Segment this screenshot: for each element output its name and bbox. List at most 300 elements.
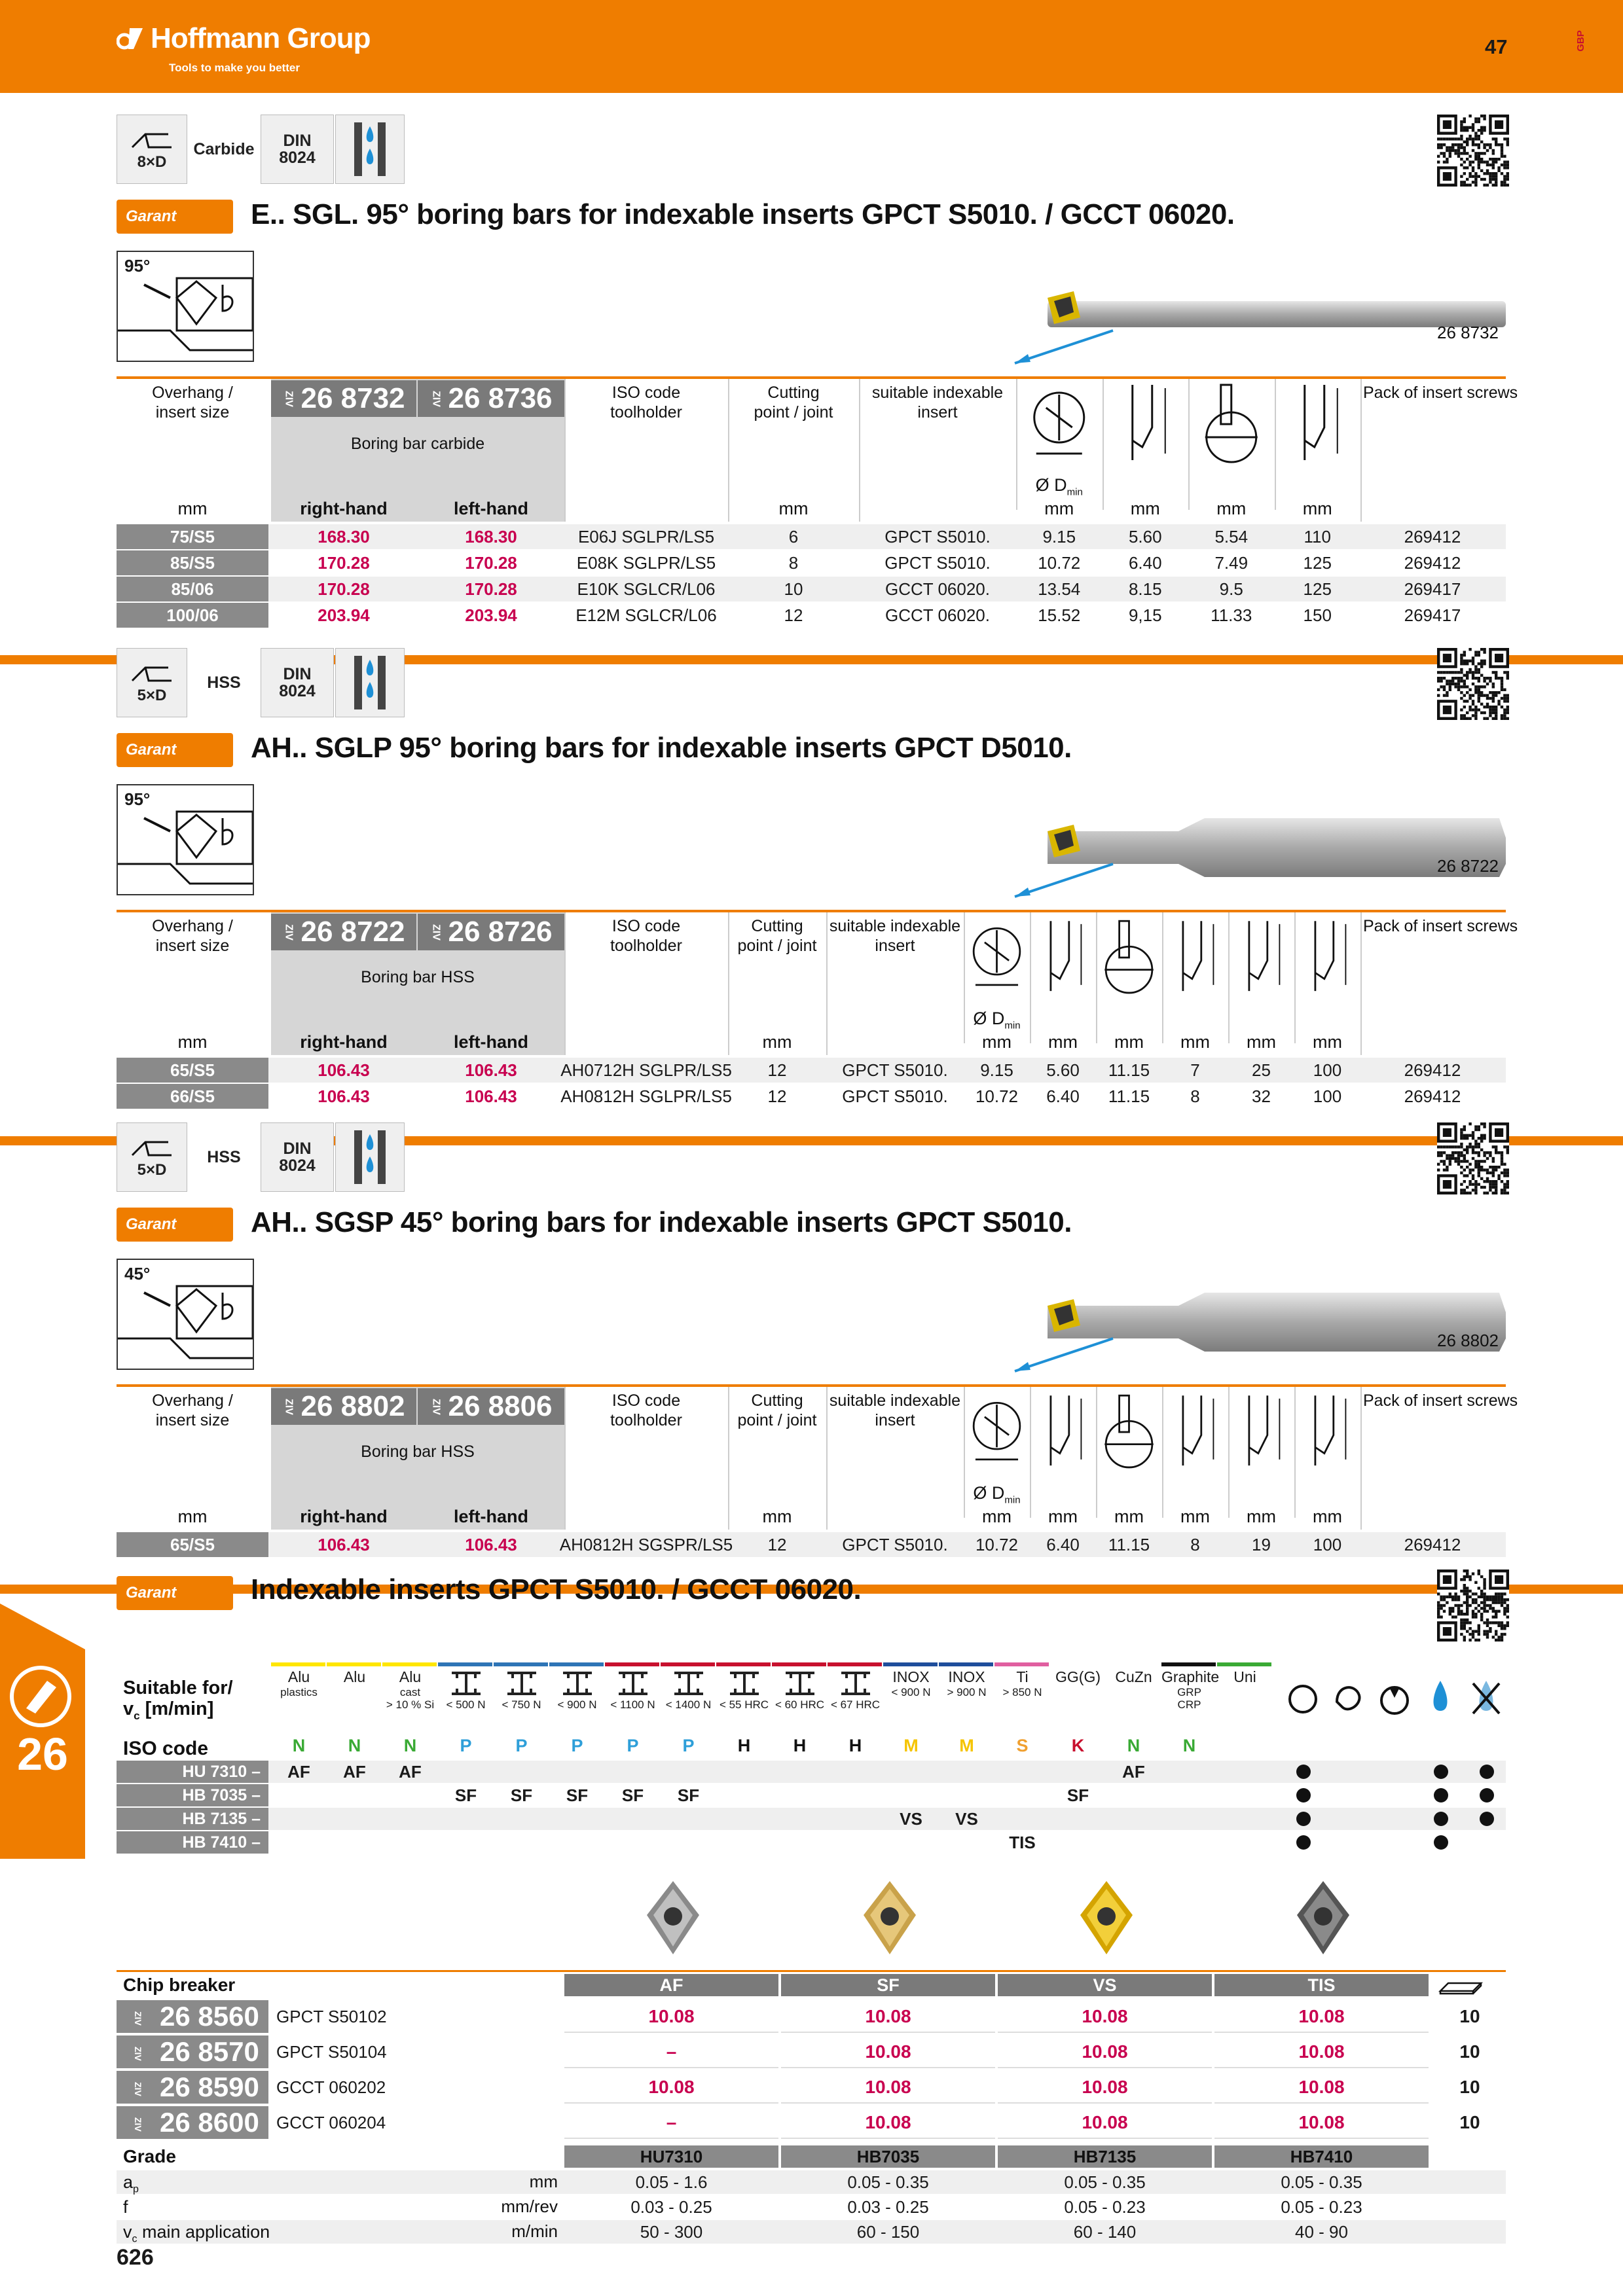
column-divider bbox=[826, 912, 828, 1055]
dimension-cell: 10.72 bbox=[1038, 552, 1081, 573]
cutting-point-cell: 12 bbox=[767, 1534, 787, 1554]
inserts-title: Indexable inserts GPCT S5010. / GCCT 06020. bbox=[251, 1573, 862, 1605]
right-hand-label: right-hand bbox=[300, 1507, 388, 1526]
art-prefix: ZIV bbox=[430, 390, 442, 407]
chip-breaker-label: Chip breaker bbox=[123, 1975, 236, 1995]
iso-group: H bbox=[737, 1736, 751, 1755]
insert-price-cell: 10.08 bbox=[998, 2106, 1212, 2139]
section-title: AH.. SGLP 95° boring bars for indexable inserts GPCT D5010. bbox=[251, 732, 1072, 764]
material-name: Alu bbox=[287, 1668, 310, 1685]
table-row[interactable] bbox=[117, 1084, 1506, 1109]
dimension-cell: 9.15 bbox=[1042, 526, 1076, 547]
application-dot-icon bbox=[1434, 1765, 1448, 1779]
col-screws-header: Pack of insert screws bbox=[1363, 384, 1518, 402]
iso-group: N bbox=[1127, 1736, 1140, 1755]
material-sub: < 900 N bbox=[557, 1698, 597, 1711]
application-dot-icon bbox=[1296, 1788, 1311, 1803]
qr-code-icon[interactable] bbox=[1437, 115, 1509, 187]
grade-row[interactable] bbox=[117, 1808, 1506, 1830]
tagline: Tools to make you better bbox=[169, 62, 300, 74]
cutting-point-cell: 6 bbox=[788, 526, 799, 547]
price-left-cell: 106.43 bbox=[465, 1060, 517, 1080]
material-color-bar bbox=[1106, 1662, 1160, 1666]
article-number: 26 8806 bbox=[448, 1390, 553, 1422]
iso-group: M bbox=[903, 1736, 919, 1755]
unit-mm: mm bbox=[1247, 1507, 1276, 1526]
unit-mm: mm bbox=[177, 499, 208, 518]
application-dot-icon bbox=[1296, 1812, 1311, 1826]
spec-value: 0.05 - 0.23 bbox=[1281, 2197, 1362, 2217]
dmin-label: Ø $D_{min}$ bbox=[1035, 475, 1083, 498]
material-name: Ti bbox=[1016, 1668, 1029, 1685]
spec-unit: mm bbox=[529, 2172, 558, 2191]
dimension-cell: 5.60 bbox=[1128, 526, 1162, 547]
ratio-label: 8×D bbox=[137, 153, 167, 171]
column-divider bbox=[564, 379, 566, 522]
iso-group: P bbox=[627, 1736, 639, 1755]
unit-mm: mm bbox=[1180, 1032, 1210, 1052]
column-divider bbox=[826, 1387, 828, 1530]
qr-code-icon[interactable] bbox=[1437, 648, 1509, 720]
dimension-cell: 6.40 bbox=[1128, 552, 1162, 573]
boring-bar-image bbox=[1008, 1280, 1512, 1378]
article-number: 26 8726 bbox=[448, 916, 553, 948]
grade-row[interactable] bbox=[117, 1831, 1506, 1854]
qr-code[interactable] bbox=[1437, 1122, 1509, 1194]
ratio-label: 5×D bbox=[137, 1161, 167, 1179]
price-right-cell: 168.30 bbox=[318, 526, 370, 547]
screw-pack-cell: 269412 bbox=[1404, 526, 1461, 547]
table-row[interactable] bbox=[117, 524, 1506, 549]
material-sub: plastics bbox=[280, 1686, 318, 1699]
material-column-header bbox=[1106, 1669, 1161, 1732]
table-row[interactable] bbox=[117, 603, 1506, 628]
iso-group: N bbox=[348, 1736, 361, 1755]
dimension-cell: 8.15 bbox=[1128, 579, 1162, 599]
spec-value: 60 - 150 bbox=[856, 2222, 920, 2242]
screw-pack-cell: 269412 bbox=[1404, 552, 1461, 573]
col-screws-header: Pack of insert screws bbox=[1363, 917, 1518, 935]
insert-price-cell: 10.08 bbox=[998, 2000, 1212, 2033]
price-right-cell: 170.28 bbox=[318, 579, 370, 599]
boring-bar-icon bbox=[129, 661, 175, 687]
unit-mm: mm bbox=[1114, 1032, 1144, 1052]
overhang-cell: 66/S5 bbox=[117, 1084, 268, 1109]
din-label: DIN 8024 bbox=[261, 648, 334, 717]
screw-pack-cell: 269417 bbox=[1404, 579, 1461, 599]
material-name: INOX bbox=[892, 1668, 930, 1685]
dimension-cell: 6.40 bbox=[1046, 1534, 1080, 1554]
table-row[interactable] bbox=[117, 550, 1506, 575]
dimension-sketch-icon bbox=[1019, 382, 1100, 467]
material-label: Carbide bbox=[187, 115, 261, 184]
material-column-header bbox=[605, 1669, 661, 1732]
dimension-sketch-icon bbox=[966, 915, 1027, 1000]
insert-price-cell: 10.08 bbox=[564, 2000, 778, 2033]
coolant-icon bbox=[335, 1122, 405, 1192]
dimension-cell: 5.54 bbox=[1214, 526, 1249, 547]
material-name: Alu bbox=[399, 1668, 422, 1685]
spec-value: 0.05 - 0.35 bbox=[1281, 2172, 1362, 2192]
insert-cell: GPCT S5010. bbox=[884, 526, 991, 547]
insert-code-cell: GCCT 060202 bbox=[276, 2077, 386, 2097]
chip-column-header: VS bbox=[998, 1974, 1212, 1996]
dimension-sketch-icon bbox=[966, 1390, 1027, 1475]
coolant-icon bbox=[335, 115, 405, 184]
din-label: DIN 8024 bbox=[261, 115, 334, 184]
cutting-point-cell: 12 bbox=[767, 1086, 787, 1106]
grade-row[interactable] bbox=[117, 1761, 1506, 1783]
material-column-header bbox=[1217, 1669, 1273, 1732]
dimension-cell: 9,15 bbox=[1128, 605, 1162, 625]
price-left-cell: 170.28 bbox=[465, 579, 517, 599]
dimension-cell: 25 bbox=[1252, 1060, 1271, 1080]
material-name: GG(G) bbox=[1055, 1668, 1101, 1685]
grade-chip-cell: SF bbox=[677, 1785, 700, 1805]
dimension-sketch-icon bbox=[1165, 1390, 1226, 1475]
art-prefix: ZIV bbox=[133, 2011, 143, 2026]
material-sub: < 60 HRC bbox=[775, 1698, 825, 1711]
unit-mm: mm bbox=[1048, 1032, 1078, 1052]
column-divider bbox=[1030, 1387, 1031, 1518]
grade-chip-cell: SF bbox=[1067, 1785, 1089, 1805]
insert-cell: GPCT S5010. bbox=[884, 552, 991, 573]
dimension-cell: 8 bbox=[1190, 1534, 1200, 1554]
material-color-bar bbox=[1050, 1662, 1104, 1666]
dimension-cell: 100 bbox=[1313, 1534, 1342, 1554]
material-sub: < 67 HRC bbox=[830, 1698, 881, 1711]
qr-code[interactable] bbox=[1437, 115, 1509, 187]
material-color-bar bbox=[1161, 1662, 1216, 1666]
dimension-cell: 150 bbox=[1303, 605, 1332, 625]
column-divider bbox=[1162, 912, 1163, 1043]
article-left-header bbox=[418, 1388, 564, 1425]
cutting-point-cell: 8 bbox=[788, 552, 799, 573]
application-dot-icon bbox=[1434, 1835, 1448, 1850]
iso-group: H bbox=[848, 1736, 862, 1755]
material-column-header bbox=[939, 1669, 994, 1732]
steel-profile-icon bbox=[549, 1669, 605, 1698]
insert-photo-3 bbox=[1284, 1878, 1362, 1957]
cutting-point-cell: 12 bbox=[784, 605, 803, 625]
material-name: INOX bbox=[948, 1668, 985, 1685]
chip-column-header: AF bbox=[564, 1974, 778, 1996]
garant-brand-badge: Garant bbox=[117, 200, 233, 234]
material-color-bar bbox=[549, 1662, 604, 1666]
insert-row[interactable] bbox=[117, 2000, 1506, 2033]
iso-group: K bbox=[1071, 1736, 1085, 1755]
grade-cell: HU7310 bbox=[564, 2145, 778, 2168]
dimension-cell: 11.15 bbox=[1108, 1534, 1150, 1554]
insert-photo-0 bbox=[634, 1878, 712, 1957]
column-divider bbox=[1228, 912, 1230, 1043]
cutting-point-cell: 10 bbox=[784, 579, 803, 599]
art-prefix: ZIV bbox=[430, 924, 442, 941]
material-sub: < 500 N bbox=[446, 1698, 486, 1711]
steel-profile-icon bbox=[772, 1669, 828, 1698]
unit-mm: mm bbox=[778, 499, 809, 518]
insert-price-cell: 10.08 bbox=[1214, 2000, 1429, 2033]
qr-code-icon-inserts[interactable] bbox=[1437, 1570, 1509, 1641]
grade-chip-cell: AF bbox=[343, 1762, 366, 1782]
overhang-cell: 65/S5 bbox=[117, 1058, 268, 1083]
col-overhang-header: Overhang / insert size bbox=[152, 1391, 233, 1429]
insert-photo-2 bbox=[1067, 1878, 1146, 1957]
spec-value: 0.05 - 0.23 bbox=[1064, 2197, 1146, 2217]
grade-name: HB 7035 – bbox=[117, 1784, 268, 1806]
application-dot-icon bbox=[1296, 1765, 1311, 1779]
art-prefix: ZIV bbox=[430, 1398, 442, 1415]
qr-code[interactable] bbox=[1437, 648, 1509, 720]
art-prefix: ZIV bbox=[133, 2117, 143, 2132]
dimension-sketch-icon bbox=[1231, 915, 1292, 1000]
brand-logo[interactable] bbox=[117, 22, 371, 55]
dimension-cell: 125 bbox=[1303, 552, 1332, 573]
table-row[interactable] bbox=[117, 577, 1506, 601]
material-sub: < 750 N bbox=[501, 1698, 541, 1711]
material-sub: > 900 N bbox=[947, 1686, 987, 1699]
overhang-cell: 85/06 bbox=[117, 577, 268, 601]
dimension-sketch-icon bbox=[1099, 915, 1159, 1000]
grade-cell: HB7035 bbox=[781, 2145, 995, 2168]
suitable-for-label: Suitable for/ $v_c$ [m/min] bbox=[123, 1677, 233, 1722]
application-drop-icon bbox=[1421, 1676, 1467, 1721]
unit-mm: mm bbox=[982, 1032, 1012, 1052]
iso-group: N bbox=[1182, 1736, 1196, 1755]
dimension-cell: 100 bbox=[1313, 1060, 1342, 1080]
article-left-header bbox=[418, 380, 564, 417]
dimension-sketch-icon bbox=[1032, 915, 1093, 1000]
column-divider bbox=[1360, 379, 1362, 522]
grade-label: Grade bbox=[123, 2146, 176, 2166]
material-color-bar bbox=[1217, 1662, 1271, 1666]
grade-chip-cell: TIS bbox=[1009, 1833, 1036, 1852]
application-dot-icon bbox=[1434, 1812, 1448, 1826]
material-column-header bbox=[382, 1669, 438, 1732]
column-divider bbox=[1188, 379, 1190, 510]
pack-qty-cell: 10 bbox=[1459, 2112, 1480, 2132]
column-divider bbox=[1228, 1387, 1230, 1518]
unit-mm: mm bbox=[1302, 499, 1332, 518]
price-right-cell: 170.28 bbox=[318, 552, 370, 573]
unit-mm: mm bbox=[1180, 1507, 1210, 1526]
material-color-bar bbox=[772, 1662, 826, 1666]
column-divider bbox=[1294, 1387, 1296, 1518]
grade-chip-cell: SF bbox=[510, 1785, 533, 1805]
steel-profile-icon bbox=[605, 1669, 661, 1698]
price-left-cell: 106.43 bbox=[465, 1534, 517, 1554]
overhang-cell: 100/06 bbox=[117, 603, 268, 628]
material-column-header bbox=[772, 1669, 828, 1732]
material-sub: < 1100 N bbox=[610, 1698, 655, 1711]
section-title: AH.. SGSP 45° boring bars for indexable inserts GPCT S5010. bbox=[251, 1206, 1072, 1238]
spec-value: 0.03 - 0.25 bbox=[630, 2197, 712, 2217]
material-column-header bbox=[883, 1669, 939, 1732]
art-prefix: ZIV bbox=[283, 390, 295, 407]
material-color-bar bbox=[661, 1662, 715, 1666]
spec-value: 0.05 - 1.6 bbox=[635, 2172, 708, 2192]
qr-code-icon[interactable] bbox=[1437, 1122, 1509, 1194]
angle-diagram bbox=[117, 1259, 254, 1370]
insert-photo-1 bbox=[850, 1878, 929, 1957]
table-row[interactable] bbox=[117, 1532, 1506, 1557]
article-number: 26 8722 bbox=[301, 916, 405, 948]
insert-price-cell: 10.08 bbox=[1214, 2071, 1429, 2104]
dimension-cell: 100 bbox=[1313, 1086, 1342, 1106]
application-profile-icon bbox=[1329, 1676, 1375, 1721]
application-dot-icon bbox=[1480, 1765, 1494, 1779]
dimension-cell: 19 bbox=[1252, 1534, 1271, 1554]
grade-chip-cell: AF bbox=[1122, 1762, 1145, 1782]
image-article-number: 26 8802 bbox=[1437, 1331, 1499, 1350]
column-divider bbox=[1030, 912, 1031, 1043]
price-left-cell: 106.43 bbox=[465, 1086, 517, 1106]
brand-name: Hoffmann Group bbox=[151, 22, 371, 54]
screw-pack-cell: 269412 bbox=[1404, 1534, 1461, 1554]
application-dot-icon bbox=[1480, 1788, 1494, 1803]
group-header: Boring bar HSS bbox=[361, 1443, 475, 1461]
section-title: E.. SGL. 95° boring bars for indexable inserts GPCT S5010. / GCCT 06020. bbox=[251, 198, 1235, 230]
spec-value: 40 - 90 bbox=[1295, 2222, 1348, 2242]
column-divider bbox=[1103, 379, 1104, 510]
insert-row[interactable] bbox=[117, 2036, 1506, 2068]
material-color-bar bbox=[382, 1662, 437, 1666]
material-column-header bbox=[1050, 1669, 1106, 1732]
insert-row[interactable] bbox=[117, 2106, 1506, 2139]
dimension-sketch-icon bbox=[1277, 382, 1359, 467]
iso-group: P bbox=[682, 1736, 695, 1755]
iso-group: P bbox=[571, 1736, 583, 1755]
unit-mm: mm bbox=[1114, 1507, 1144, 1526]
chip-table-rule bbox=[117, 1970, 1506, 1972]
cutting-point-cell: 12 bbox=[767, 1060, 787, 1080]
unit-mm: mm bbox=[762, 1032, 792, 1052]
material-column-header bbox=[438, 1669, 494, 1732]
col-iso-header: ISO code toolholder bbox=[610, 917, 682, 955]
material-label: HSS bbox=[187, 648, 261, 717]
overhang-cell: 75/S5 bbox=[117, 524, 268, 549]
material-column-header bbox=[716, 1669, 772, 1732]
pack-quantity-icon bbox=[1434, 1974, 1499, 1996]
dimension-cell: 125 bbox=[1303, 579, 1332, 599]
grade-name: HU 7310 – bbox=[117, 1761, 268, 1783]
col-cutting-header: Cutting point / joint bbox=[737, 1391, 817, 1429]
steel-profile-icon bbox=[828, 1669, 883, 1698]
qr-code[interactable] bbox=[1437, 1570, 1509, 1641]
grade-row[interactable] bbox=[117, 1784, 1506, 1806]
column-divider bbox=[1294, 912, 1296, 1043]
insert-code-cell: GPCT S50104 bbox=[276, 2042, 387, 2062]
insert-price-cell: 10.08 bbox=[781, 2106, 995, 2139]
left-hand-label: left-hand bbox=[454, 1507, 528, 1526]
insert-cell: GCCT 06020. bbox=[885, 605, 990, 625]
dimension-cell: 7.49 bbox=[1214, 552, 1249, 573]
iso-code-cell: E12M SGLCR/L06 bbox=[575, 605, 717, 625]
col-screws-header: Pack of insert screws bbox=[1363, 1391, 1518, 1410]
dimension-cell: 15.52 bbox=[1038, 605, 1081, 625]
material-name: Alu bbox=[343, 1668, 366, 1685]
spec-value: 50 - 300 bbox=[640, 2222, 703, 2242]
material-sub: cast > 10 % Si bbox=[386, 1686, 435, 1711]
application-dot-icon bbox=[1480, 1812, 1494, 1826]
material-column-header bbox=[327, 1669, 382, 1732]
grade-chip-cell: SF bbox=[566, 1785, 589, 1805]
screw-pack-cell: 269412 bbox=[1404, 1086, 1461, 1106]
left-hand-label: left-hand bbox=[454, 499, 528, 518]
table-row[interactable] bbox=[117, 1058, 1506, 1083]
boring-bar-icon bbox=[129, 1136, 175, 1162]
col-cutting-header: Cutting point / joint bbox=[737, 917, 817, 955]
iso-group: H bbox=[793, 1736, 807, 1755]
iso-code-cell: E08K SGLPR/LS5 bbox=[576, 552, 716, 573]
insert-row[interactable] bbox=[117, 2071, 1506, 2104]
column-divider bbox=[1096, 912, 1097, 1043]
material-color-bar bbox=[994, 1662, 1049, 1666]
grade-chip-cell: AF bbox=[287, 1762, 310, 1782]
material-column-header bbox=[1161, 1668, 1220, 1732]
col-overhang-header: Overhang / insert size bbox=[152, 384, 233, 422]
insert-cell: GPCT S5010. bbox=[842, 1086, 948, 1106]
insert-article-cell: ZIV 26 8590 bbox=[117, 2071, 268, 2104]
material-color-bar bbox=[605, 1662, 659, 1666]
insert-price-cell: – bbox=[564, 2036, 778, 2068]
garant-brand-badge: Garant bbox=[117, 1576, 233, 1610]
material-column-header bbox=[271, 1669, 327, 1732]
dimension-sketch-icon bbox=[1297, 1390, 1358, 1475]
iso-group: S bbox=[1016, 1736, 1029, 1755]
boring-bar-icon bbox=[129, 128, 175, 154]
steel-profile-icon bbox=[661, 1669, 716, 1698]
overhang-cell: 65/S5 bbox=[117, 1532, 268, 1557]
tool-ratio-icon bbox=[117, 1122, 187, 1192]
grade-name: HB 7410 – bbox=[117, 1831, 268, 1854]
art-prefix: ZIV bbox=[283, 924, 295, 941]
screw-pack-cell: 269417 bbox=[1404, 605, 1461, 625]
chip-column-header: SF bbox=[781, 1974, 995, 1996]
grade-chip-cell: AF bbox=[399, 1762, 422, 1782]
column-divider bbox=[859, 379, 860, 522]
right-hand-label: right-hand bbox=[300, 499, 388, 518]
col-cutting-header: Cutting point / joint bbox=[754, 384, 833, 422]
iso-group: N bbox=[292, 1736, 306, 1755]
dimension-sketch-icon bbox=[1032, 1390, 1093, 1475]
price-right-cell: 106.43 bbox=[318, 1060, 370, 1080]
application-notch-icon bbox=[1375, 1676, 1421, 1721]
dimension-cell: 7 bbox=[1190, 1060, 1200, 1080]
garant-brand-badge: Garant bbox=[117, 1208, 233, 1242]
hoffmann-logo-icon bbox=[117, 24, 147, 52]
spec-unit: mm/rev bbox=[501, 2197, 558, 2216]
page-number: 47 bbox=[1485, 35, 1508, 58]
application-dot-icon bbox=[1296, 1835, 1311, 1850]
col-insert-header: suitable indexable insert bbox=[871, 384, 1004, 422]
material-sub: > 850 N bbox=[1002, 1686, 1042, 1699]
material-color-bar bbox=[716, 1662, 771, 1666]
unit-mm: mm bbox=[1313, 1032, 1342, 1052]
angle-diagram bbox=[117, 784, 254, 895]
boring-bar-image bbox=[1008, 805, 1512, 903]
pack-qty-cell: 10 bbox=[1459, 2077, 1480, 2097]
angle-label: 45° bbox=[124, 1264, 151, 1283]
price-left-cell: 170.28 bbox=[465, 552, 517, 573]
angle-label: 95° bbox=[124, 256, 151, 276]
material-sub: < 900 N bbox=[891, 1686, 931, 1699]
page-header bbox=[0, 0, 1623, 93]
iso-group: P bbox=[460, 1736, 472, 1755]
insert-price-cell: 10.08 bbox=[1214, 2036, 1429, 2068]
steel-profile-icon bbox=[716, 1669, 772, 1698]
dimension-sketch-icon bbox=[1099, 1390, 1159, 1475]
